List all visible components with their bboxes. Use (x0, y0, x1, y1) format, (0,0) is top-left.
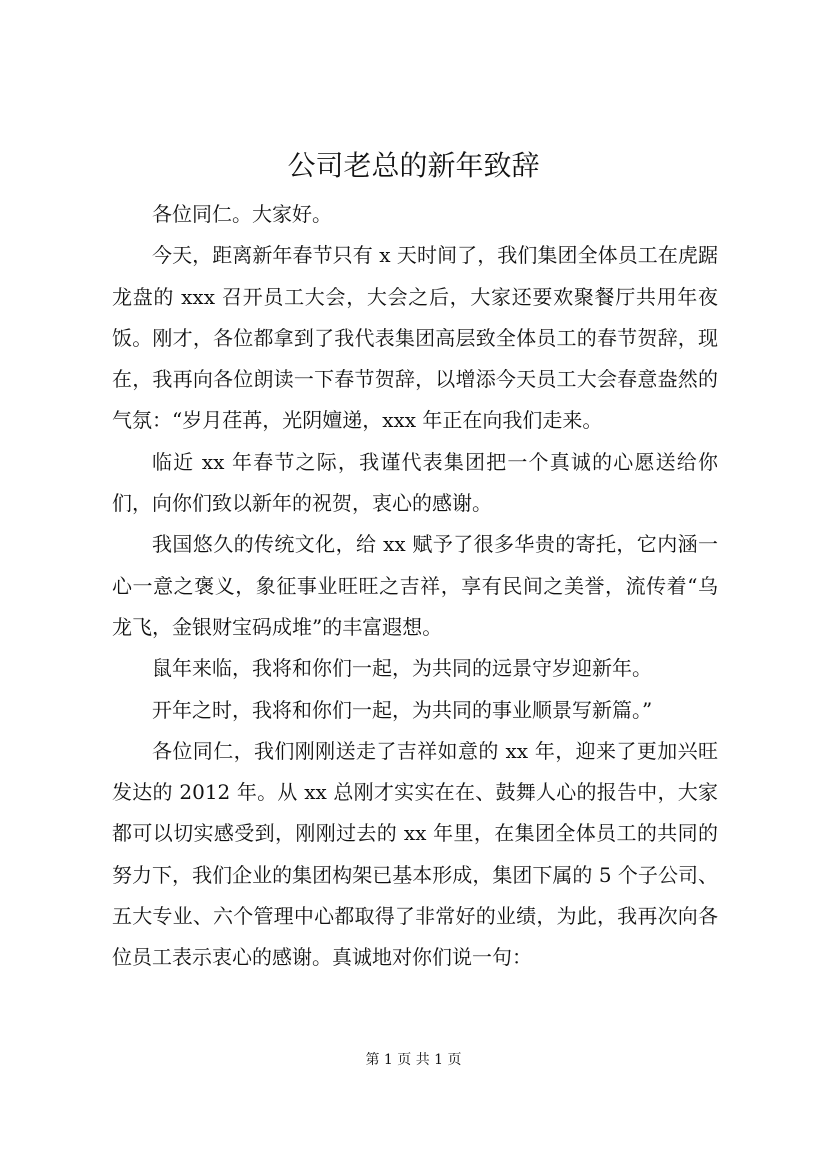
paragraph-wishes: 临近 xx 年春节之际，我谨代表集团把一个真诚的心愿送给你们，向你们致以新年的祝贺，衷心的感谢。 (112, 449, 718, 516)
page-footer: 第 1 页 共 1 页 (365, 1052, 462, 1068)
paragraph-greeting: 各位同仁。大家好。 (152, 202, 332, 226)
paragraph-opening: 今天，距离新年春节只有 x 天时间了，我们集团全体员工在虎踞龙盘的 xxx 召开员工大会，大会之后，大家还要欢聚餐厅共用年夜饭。刚才，各位都拿到了我代表集团高层致全体员工的春节贺辞，现在，我再向各位朗读一下春节贺辞，以增添今天员工大会春意盎然的气氛：“岁月荏苒，光阴嬗递，xxx 年正在向我们走来。 (112, 243, 718, 433)
paragraph-new-chapter: 开年之时，我将和你们一起，为共同的事业顺景写新篇。” (152, 697, 653, 722)
document-title: 公司老总的新年致辞 (287, 149, 540, 182)
paragraph-tradition: 我国悠久的传统文化，给 xx 赋予了很多华贵的寄托，它内涵一心一意之褒义，象征事业旺旺之吉祥，享有民间之美誉，流传着“乌龙飞，金银财宝码成堆”的丰富遐想。 (112, 532, 718, 639)
paragraph-new-year: 鼠年来临，我将和你们一起，为共同的远景守岁迎新年。 (152, 656, 652, 681)
paragraph-review: 各位同仁，我们刚刚送走了吉祥如意的 xx 年，迎来了更加兴旺发达的 2012 年。从 xx 总刚才实实在在、鼓舞人心的报告中，大家都可以切实感受到，刚刚过去的 xx 年里，在集团全体员工的共同的努力下，我们企业的集团构架已基本形成，集团下属的 5 个子公司、五大专业、六个管理中心都取得了非常好的业绩，为此，我再次向各位员工表示衷心的感谢。真诚地对你们说一句： (112, 738, 718, 970)
document-body (112, 194, 718, 979)
